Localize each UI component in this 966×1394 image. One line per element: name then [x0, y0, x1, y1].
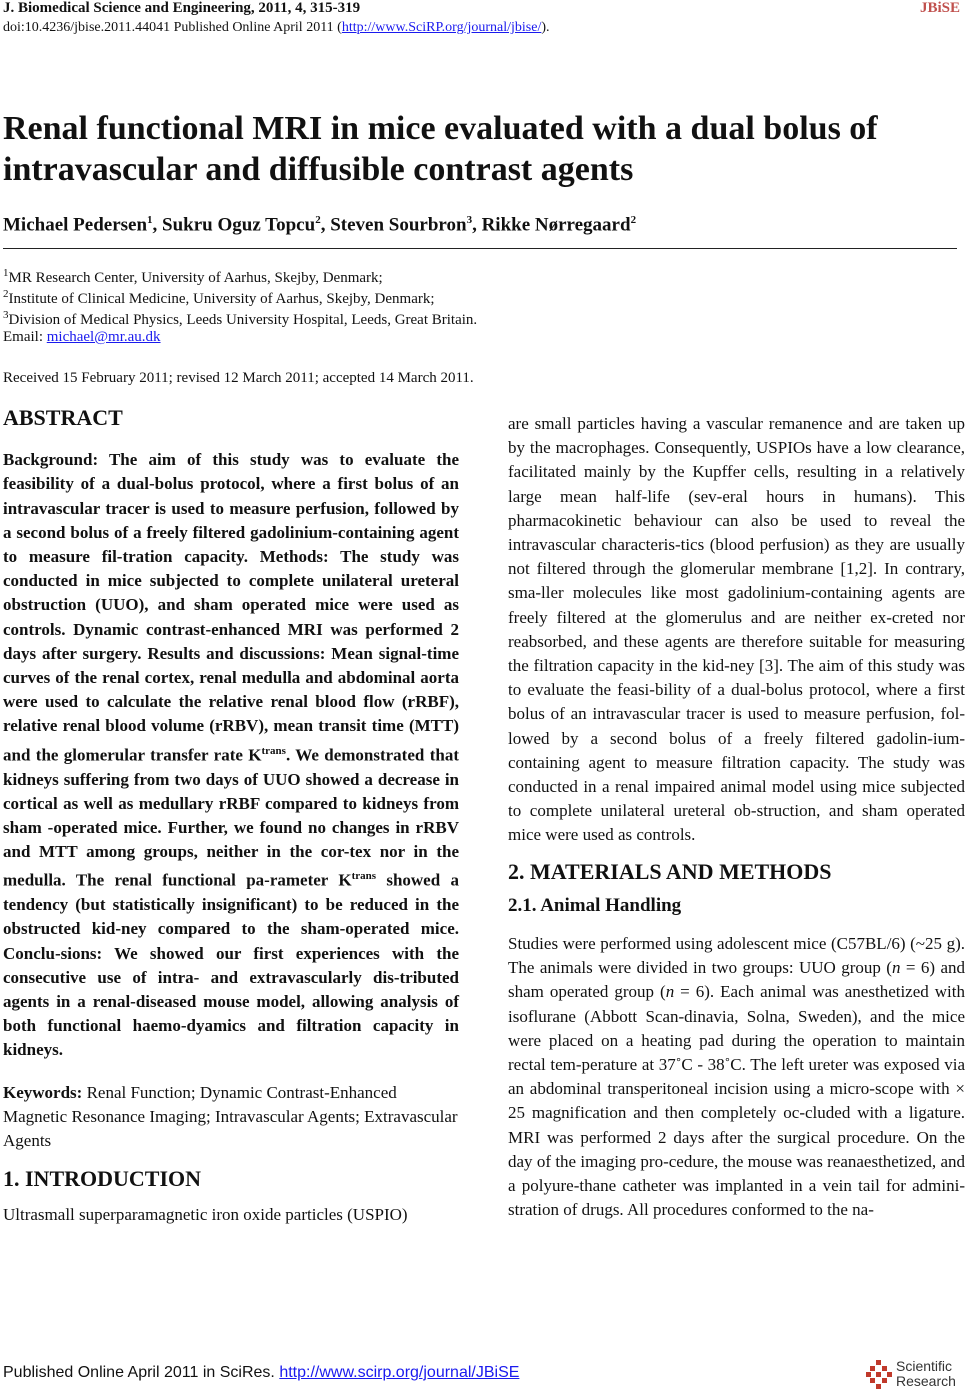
footer-journal-link[interactable]: http://www.scirp.org/journal/JBiSE	[279, 1364, 520, 1381]
methods-text: = 6) and sham operated group (	[508, 958, 965, 1002]
animal-handling-heading: 2.1. Animal Handling	[508, 894, 682, 916]
author-name: Steven Sourbron	[330, 214, 467, 236]
journal-abbreviation: JBiSE	[919, 0, 960, 16]
n-symbol: n	[665, 982, 675, 1002]
footer-text: Published Online April 2011 in SciRes.	[3, 1364, 280, 1381]
logo-line-2: Research	[896, 1373, 956, 1389]
journal-url-link[interactable]: http://www.SciRP.org/journal/jbise/	[341, 20, 542, 35]
doi-line	[3, 20, 550, 36]
abstract-text: . We demonstrated that kidneys suffering from two days of UUO showed a decrease in cortical as well as medullary rRBF compared to kidneys from sham -operated mice. Further, we found no changes in rRBV and MTT among groups, neither in the cor-tex nor in the medulla. The renal functional pa-rameter K	[3, 745, 459, 890]
abstract-body	[3, 448, 459, 1062]
left-column	[3, 406, 459, 1227]
doi-prefix: doi:10.4236/jbise.2011.44041 Published Online April 2011 (	[3, 20, 342, 35]
doi-suffix: ).	[541, 20, 550, 35]
author-affiliation-mark: 3	[466, 214, 473, 226]
keywords	[3, 1081, 459, 1153]
abstract-heading: ABSTRACT	[3, 405, 123, 430]
n-symbol: n	[891, 958, 901, 978]
author-name: Sukru Oguz Topcu	[162, 214, 316, 236]
author-name: Michael Pedersen	[3, 214, 148, 236]
journal-citation: J. Biomedical Science and Engineering, 2011, 4, 315-319	[3, 0, 361, 16]
email-link[interactable]: michael@mr.au.dk	[46, 329, 161, 345]
animal-handling-text	[508, 932, 965, 1222]
author-list	[3, 214, 636, 236]
ktrans-superscript: trans	[351, 870, 377, 883]
author-affiliation-mark: 2	[315, 214, 321, 226]
affiliation-text: Institute of Clinical Medicine, University of Aarhus, Skejby, Denmark;	[8, 291, 435, 307]
scientific-research-logo	[866, 1358, 962, 1392]
introduction-continued: are small particles having a vascular remanence and are taken up by the macrophages. Consequently, USPIOs have a low clearance, facilitated mainly by the Kupffer cells, resulting in a relatively large mean half-life (sev-eral hours in humans). This pharmacokinetic behaviour can also be used to reveal the intravascular characteris-tics (blood perfusion) as they are usually not filtered through the glomerular membrane [1,2]. In contrary, sma-ller molecules like most gadolinium-containing agents are freely filtered at the glomerulus and are neither ex-creted nor reabsorbed, and these agents are therefore suitable for measuring the filtration capacity in the kid-ney [3]. The aim of this study was to evaluate the feasi-bility of a dual-bolus protocol, where a first bolus of an intravascular tracer is used to measure perfusion, fol-lowed by a second bolus of a freely filtered gadolin-ium-containing agent to measure filtration capacity. The study was conducted in a renal impaired animal model using mice subjected to complete unilateral ureteral ob-struction, and sham operated mice were used as controls.	[508, 414, 965, 845]
affiliation-mark: 1	[3, 267, 9, 279]
keywords-label: Keywords:	[3, 1082, 83, 1102]
author-separator: ,	[152, 214, 163, 236]
keywords-text: Renal Function; Dynamic Contrast-Enhanced Magnetic Resonance Imaging; Intravascular Agents; Extravascular Agents	[3, 1082, 458, 1150]
introduction-text: Ultrasmall superparamagnetic iron oxide particles (USPIO)	[3, 1204, 408, 1224]
paper-title: Renal functional MRI in mice evaluated with a dual bolus of intravascular and diffusible contrast agents	[3, 110, 878, 188]
right-column	[508, 412, 965, 1223]
affiliation-text: MR Research Center, University of Aarhus, Skejby, Denmark;	[8, 270, 383, 286]
affiliation-mark: 2	[3, 288, 9, 300]
author-affiliation-mark: 1	[147, 214, 153, 226]
methods-text: = 6). Each animal was anesthetized with isoflurane (Abbott Scan-dinavia, Solna, Sweden), and the mice were placed on a heating pad during the operation to maintain rectal tem-perature at 37˚C - 38˚C. The left ureter was exposed via an abdominal transperitoneal incision using a micro-scope with × 25 magnification and then completely oc-cluded with a ligature. MRI was performed 2 days after the surgical procedure. On the day of the imaging pro-cedure, the mouse was reanaesthetized, and a polyure-thane catheter was implanted in a vein tail for admini-stration of drugs. All procedures conformed to the na-	[508, 982, 965, 1220]
author-affiliation-mark: 2	[630, 214, 637, 226]
logo-mark-icon	[866, 1360, 894, 1390]
affiliation-text: Division of Medical Physics, Leeds University Hospital, Leeds, Great Britain.	[8, 312, 478, 328]
header-divider	[3, 248, 957, 249]
materials-methods-heading: 2. MATERIALS AND METHODS	[508, 858, 832, 884]
ktrans-superscript: trans	[261, 744, 286, 757]
footer-publication-note	[3, 1364, 519, 1382]
methods-text: Studies were performed using adolescent mice (C57BL/6) (~25 g). The animals were divided in two groups: UUO group (	[508, 934, 965, 978]
author-separator: ,	[320, 214, 331, 236]
abstract-text: showed a tendency (but statistically insignificant) to be reduced in the obstructed kid-ney compared to the sham-operated mice. Conclu-sions: We showed our first experiences with the consecutive use of intra- and extravascularly dis-tributed agents in a renal-diseased mouse model, allowing analysis of both functional haemo-dyamics and filtration capacity in kidneys.	[3, 870, 459, 1060]
author-separator: ,	[472, 214, 482, 236]
email-line	[3, 327, 161, 348]
author-name: Rikke Nørregaard	[481, 214, 631, 236]
email-label: Email:	[3, 329, 47, 345]
logo-line-1: Scientific	[896, 1358, 953, 1374]
logo-wordmark	[896, 1359, 956, 1389]
abstract-text: Background: The aim of this study was to evaluate the feasibility of a dual-bolus protocol, where a first bolus of an intravascular tracer is used to measure perfusion, followed by a second bolus of a freely filtered gadolinium-containing agent to measure fil-tration capacity. Methods: The study was conducted in mice subjected to complete unilateral ureteral obstruction (UUO), and sham operated mice were used as controls. Dynamic contrast-enhanced MRI was performed 2 days after surgery. Results and discussions: Mean signal-time curves of the renal cortex, renal medulla and abdominal aorta were used to calculate the relative renal blood flow (rRBF), relative renal blood volume (rRBV), mean transit time (MTT) and the glomerular transfer rate K	[3, 450, 459, 765]
introduction-heading: 1. INTRODUCTION	[3, 1165, 202, 1191]
received-dates: Received 15 February 2011; revised 12 March 2011; accepted 14 March 2011.	[3, 370, 474, 386]
affiliation-mark: 3	[3, 309, 9, 321]
